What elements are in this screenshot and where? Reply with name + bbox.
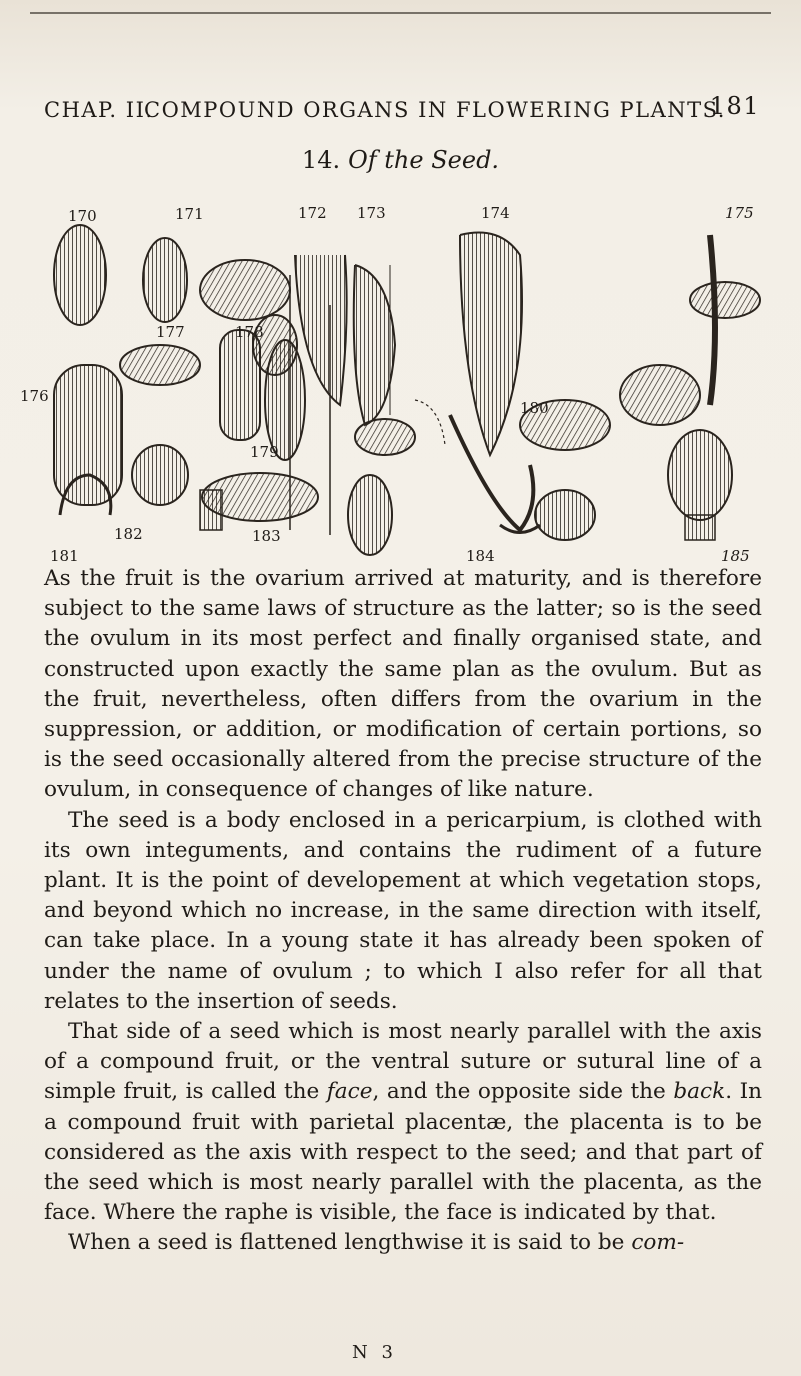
text-run: . In a compound fruit with parietal placentæ, the placenta is to be considered as the axis with respect to the seed; and that part of the seed which is most nearly parallel with the placenta, as the face. Where the raphe is visible, the face is indicated by that.	[44, 1079, 763, 1226]
figure-183	[200, 473, 318, 530]
figure-173	[348, 265, 445, 555]
section-heading	[0, 146, 801, 174]
figure-176	[54, 365, 122, 505]
term-back: back	[673, 1079, 726, 1105]
figure-label: 180	[520, 399, 549, 417]
figure-label: 184	[466, 547, 495, 565]
figure-label: 181	[50, 547, 79, 565]
page-number: 181	[709, 92, 760, 120]
term-compressed: com-	[631, 1230, 685, 1256]
figure-label: 185	[721, 547, 750, 565]
figure-label: 172	[298, 204, 327, 222]
figure-label: 170	[68, 207, 97, 225]
figure-label: 178	[235, 323, 264, 341]
figure-175	[620, 235, 760, 425]
signature-text: N 3	[352, 1342, 397, 1363]
term-face: face	[326, 1079, 373, 1105]
paragraph: As the fruit is the ovarium arrived at maturity, and is therefore subject to the same laws of structure as the latter; so is the seed the ovulum in its most perfect and finally organised state, and constructed upon exactly the same plan as the ovulum. But as the fruit, nevertheless, often differs from the ovarium in the suppression, or addition, or modification of certain portions, so is the seed occasionally altered from the precise structure of the ovulum, in consequence of changes of like nature.	[44, 566, 762, 803]
figure-185	[668, 430, 732, 540]
paragraph	[44, 1017, 762, 1228]
figure-label: 176	[20, 387, 49, 405]
paragraph	[44, 1228, 762, 1258]
figure-174	[450, 233, 533, 531]
figure-label: 183	[252, 527, 281, 545]
chapter-label: CHAP. II.	[44, 98, 154, 122]
figure-label: 173	[357, 204, 386, 222]
figure-label: 171	[175, 205, 204, 223]
seed-engravings	[20, 175, 780, 565]
running-title: COMPOUND ORGANS IN FLOWERING PLANTS.	[144, 98, 726, 122]
figure-label: 177	[156, 323, 185, 341]
top-edge-rule	[30, 12, 771, 14]
figure-177	[120, 345, 200, 385]
figure-label: 182	[114, 525, 143, 543]
paragraph: The seed is a body enclosed in a pericarpium, is clothed with its own integuments, and contains the rudiment of a future plant. It is the point of developement at which vegetation stops, and beyond which no increase, in the same direction with itself, can take place. In a young state it has already been spoken of under the name of ovulum ; to which I also refer for all that relates to the insertion of seeds.	[44, 807, 762, 1014]
seed-illustration-plate	[20, 175, 780, 565]
text-run: That side of a seed which is most nearly parallel with the axis of a compound fruit, or the ventral suture or sutural line of a simple fruit, is called the	[44, 1019, 762, 1105]
figure-180	[520, 400, 610, 540]
figure-171	[143, 238, 290, 322]
figure-label: 175	[725, 204, 754, 222]
section-title: Of the Seed.	[348, 146, 500, 174]
text-run: When a seed is flattened lengthwise it is said to be	[68, 1230, 632, 1256]
figure-170	[54, 225, 106, 325]
body-text	[44, 564, 762, 1259]
section-number: 14.	[301, 146, 341, 174]
text-run: , and the opposite side the	[372, 1079, 674, 1105]
figure-179	[265, 340, 305, 460]
running-header	[44, 92, 760, 132]
figure-label: 179	[250, 443, 279, 461]
figure-label: 174	[481, 204, 510, 222]
